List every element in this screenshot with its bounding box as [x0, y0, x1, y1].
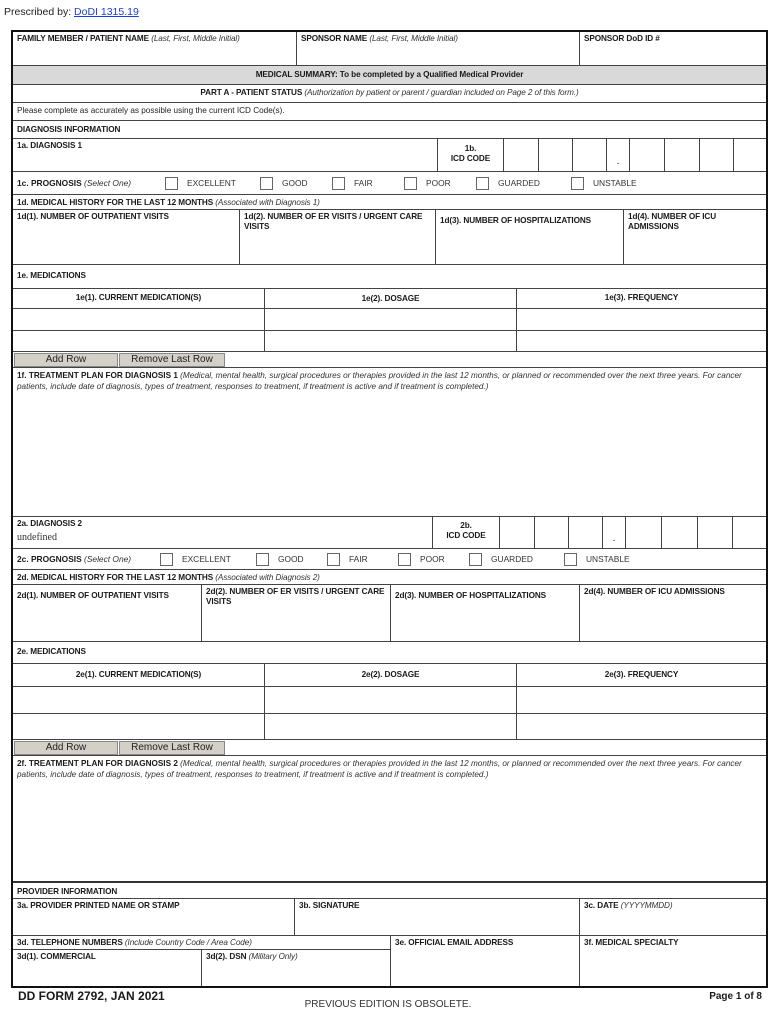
prognosis-1-hint: (Select One): [84, 178, 132, 188]
med-2-row-1-medication[interactable]: [13, 687, 265, 714]
checkbox-icon[interactable]: [260, 177, 273, 190]
checkbox-icon[interactable]: [398, 553, 411, 566]
icd-1-label-top: 1b.: [464, 144, 477, 153]
diagnosis-1-value: [13, 153, 437, 155]
icd-2-dot: [602, 517, 625, 548]
part-a-title: PART A - PATIENT STATUS: [200, 88, 303, 97]
checkbox-icon[interactable]: [256, 553, 269, 566]
patient-name-label: FAMILY MEMBER / PATIENT NAME: [17, 34, 149, 43]
icd-1-char-6[interactable]: [699, 139, 732, 171]
med-2-row-2-dosage[interactable]: [265, 714, 517, 740]
icd-1-label-bottom: ICD CODE: [450, 154, 491, 163]
med-1-row-1-frequency[interactable]: [517, 309, 766, 331]
icd-2-char-6[interactable]: [697, 517, 731, 548]
telephone-hint: (Include Country Code / Area Code): [124, 938, 252, 947]
prognosis-1-good[interactable]: [260, 177, 332, 190]
email-field[interactable]: [391, 936, 580, 986]
prognosis-2-hint: (Select One): [84, 554, 132, 564]
checkbox-icon[interactable]: [476, 177, 489, 190]
prognosis-1-fair[interactable]: [332, 177, 404, 190]
date-label: 3c. DATE: [584, 901, 619, 910]
provider-info-label: PROVIDER INFORMATION: [17, 887, 118, 896]
provider-name-label: 3a. PROVIDER PRINTED NAME OR STAMP: [17, 901, 180, 910]
med-1-col-medication: [13, 289, 265, 309]
part-a-hint: (Authorization by patient or parent / guardian included on Page 2 of this form.): [304, 88, 579, 97]
checkbox-icon[interactable]: [564, 553, 577, 566]
treatment-plan-1-label: 1f. TREATMENT PLAN FOR DIAGNOSIS 1: [17, 371, 178, 380]
checkbox-icon[interactable]: [160, 553, 173, 566]
signature-label: 3b. SIGNATURE: [299, 901, 360, 910]
icd-1-dot: [606, 139, 629, 171]
medical-summary-title: MEDICAL SUMMARY: To be completed by a Qualified Medical Provider: [255, 70, 524, 79]
icd-2-char-4[interactable]: [625, 517, 660, 548]
checkbox-icon[interactable]: [571, 177, 584, 190]
prognosis-1-label: 1c. PROGNOSIS: [17, 178, 82, 188]
patient-name-hint: (Last, First, Middle Initial): [151, 34, 240, 43]
med-2-col-label: 2e(3). FREQUENCY: [604, 670, 679, 679]
option-label: GUARDED: [491, 554, 533, 564]
med-1-row-2-dosage[interactable]: [265, 331, 517, 352]
sponsor-id-field[interactable]: [580, 32, 766, 66]
remove-last-row-1-button[interactable]: Remove Last Row: [119, 353, 225, 367]
diagnosis-info-label: DIAGNOSIS INFORMATION: [17, 125, 121, 134]
dsn-label: 3d(2). DSN: [206, 952, 247, 961]
diagnosis-info-header: [13, 121, 766, 139]
checkbox-icon[interactable]: [469, 553, 482, 566]
prognosis-2-poor[interactable]: [398, 553, 469, 566]
er-visits-1[interactable]: [240, 210, 436, 265]
icd-1-char-2[interactable]: [538, 139, 571, 171]
med-1-col-label: 1e(3). FREQUENCY: [604, 293, 679, 302]
provider-name-field[interactable]: [13, 899, 295, 936]
med-1-row-2-medication[interactable]: [13, 331, 265, 352]
prognosis-1-guarded[interactable]: [476, 177, 571, 190]
treatment-plan-1-hint: (Medical, mental health, surgical procedures or therapies provided in the last 12 months, or planned or recommended over the next three years. For cancer patients, include date of diagnosis, types of treatment, responses to treatment, if treatment is active and if treatment is completed.): [17, 371, 742, 391]
med-1-col-frequency: [517, 289, 766, 309]
option-label: GUARDED: [498, 178, 540, 188]
med-1-row-1-dosage[interactable]: [265, 309, 517, 331]
option-label: GOOD: [278, 554, 304, 564]
med-2-row-2-frequency[interactable]: [517, 714, 766, 740]
prognosis-2-label: 2c. PROGNOSIS: [17, 554, 82, 564]
option-label: EXCELLENT: [187, 178, 236, 188]
commercial-label: 3d(1). COMMERCIAL: [17, 952, 96, 961]
icd-2-char-7[interactable]: [732, 517, 766, 548]
medical-specialty-field[interactable]: [580, 936, 766, 986]
med-1-row-1-medication[interactable]: [13, 309, 265, 331]
med-1-col-label: 1e(1). CURRENT MEDICATION(S): [75, 293, 202, 302]
icd-1-char-3[interactable]: [572, 139, 605, 171]
diagnosis-1-field[interactable]: [13, 139, 438, 172]
history-2-hint: (Associated with Diagnosis 2): [215, 573, 320, 582]
dsn-phone-field[interactable]: [202, 950, 391, 986]
option-label: EXCELLENT: [182, 554, 231, 564]
icd-1-char-4[interactable]: [629, 139, 663, 171]
medications-1-label: 1e. MEDICATIONS: [17, 271, 86, 280]
icd-2-label-top: 2b.: [460, 521, 472, 530]
history-1-header: [13, 195, 766, 210]
med-2-col-frequency: [517, 664, 766, 687]
option-label: POOR: [420, 554, 445, 564]
date-hint: (YYYYMMDD): [620, 901, 673, 910]
icd-code-1-boxes: [504, 139, 766, 172]
provider-info-header: [13, 883, 766, 899]
icd-2-char-3[interactable]: [568, 517, 601, 548]
sponsor-name-hint: (Last, First, Middle Initial): [369, 34, 458, 43]
instruction-text: Please complete as accurately as possible using the current ICD Code(s).: [17, 106, 285, 115]
medications-2-header: [13, 642, 766, 664]
med-2-col-dosage: [265, 664, 517, 687]
prognosis-1-row: [13, 172, 766, 195]
checkbox-icon[interactable]: [327, 553, 340, 566]
outpatient-visits-2[interactable]: [13, 585, 202, 642]
checkbox-icon[interactable]: [165, 177, 178, 190]
history-2-col-label: 2d(3). NUMBER OF HOSPITALIZATIONS: [395, 591, 547, 600]
prognosis-2-guarded[interactable]: [469, 553, 564, 566]
prognosis-2-unstable[interactable]: [564, 553, 630, 566]
sponsor-name-field[interactable]: [297, 32, 580, 66]
telephone-label: 3d. TELEPHONE NUMBERS: [17, 938, 123, 947]
med-2-row-2-medication[interactable]: [13, 714, 265, 740]
add-row-2-button[interactable]: Add Row: [14, 741, 118, 755]
diagnosis-2-label: 2a. DIAGNOSIS 2: [17, 519, 82, 528]
option-label: GOOD: [282, 178, 308, 188]
medications-1-header: [13, 265, 766, 289]
icd-1-char-5[interactable]: [664, 139, 698, 171]
med-2-row-1-frequency[interactable]: [517, 687, 766, 714]
signature-field[interactable]: [295, 899, 580, 936]
option-label: POOR: [426, 178, 451, 188]
med-2-col-label: 2e(1). CURRENT MEDICATION(S): [75, 670, 202, 679]
prognosis-1-poor[interactable]: [404, 177, 476, 190]
checkbox-icon[interactable]: [332, 177, 345, 190]
checkbox-icon[interactable]: [404, 177, 417, 190]
med-1-col-dosage: [265, 289, 517, 309]
form-id: DD FORM 2792, JAN 2021: [18, 989, 165, 1003]
treatment-plan-2-field[interactable]: [13, 755, 766, 883]
med-2-col-medication: [13, 664, 265, 687]
icu-admissions-1[interactable]: [624, 210, 766, 265]
treatment-plan-1-field[interactable]: [13, 367, 766, 517]
part-a-header: [13, 85, 766, 103]
medical-summary-banner: [13, 66, 766, 85]
dodi-link[interactable]: DoDI 1315.19: [74, 6, 139, 18]
history-1-label: 1d. MEDICAL HISTORY FOR THE LAST 12 MONTHS: [17, 198, 214, 207]
history-1-col-label: 1d(3). NUMBER OF HOSPITALIZATIONS: [440, 216, 592, 225]
outpatient-visits-1[interactable]: [13, 210, 240, 265]
history-2-header: [13, 570, 766, 585]
er-visits-2[interactable]: [202, 585, 391, 642]
hospitalizations-1[interactable]: [436, 210, 624, 265]
med-1-row-2-frequency[interactable]: [517, 331, 766, 352]
history-1-hint: (Associated with Diagnosis 1): [215, 198, 320, 207]
hospitalizations-2[interactable]: [391, 585, 580, 642]
form-body: [11, 30, 768, 988]
treatment-plan-2-label: 2f. TREATMENT PLAN FOR DIAGNOSIS 2: [17, 759, 178, 768]
icd-1-char-7[interactable]: [733, 139, 766, 171]
option-label: UNSTABLE: [586, 554, 630, 564]
option-label: FAIR: [349, 554, 368, 564]
remove-last-row-2-button[interactable]: Remove Last Row: [119, 741, 225, 755]
history-2-label: 2d. MEDICAL HISTORY FOR THE LAST 12 MONTHS: [17, 573, 214, 582]
option-label: UNSTABLE: [593, 178, 637, 188]
patient-name-field[interactable]: [13, 32, 297, 66]
diagnosis-2-field[interactable]: [13, 517, 433, 549]
history-2-col-label: 2d(2). NUMBER OF ER VISITS / URGENT CARE VISITS: [206, 587, 385, 606]
prescribed-label: Prescribed by:: [4, 6, 75, 18]
history-2-col-label: 2d(4). NUMBER OF ICU ADMISSIONS: [584, 587, 725, 596]
icu-admissions-2[interactable]: [580, 585, 766, 642]
icd-code-2-label-cell: [433, 517, 500, 549]
date-field[interactable]: [580, 899, 766, 936]
treatment-plan-2-hint: (Medical, mental health, surgical procedures or therapies provided in the last 12 months, or planned or recommended over the next three years. For cancer patients, include date of diagnosis, types of treatment, responses to treatment, if treatment is active and if treatment is completed.): [17, 759, 742, 779]
med-1-col-label: 1e(2). DOSAGE: [361, 294, 420, 303]
history-1-col-label: 1d(1). NUMBER OF OUTPATIENT VISITS: [17, 212, 169, 221]
add-row-1-button[interactable]: Add Row: [14, 353, 118, 367]
med-2-row-1-dosage[interactable]: [265, 687, 517, 714]
icd-2-dot-mark: .: [612, 533, 616, 544]
history-2-col-label: 2d(1). NUMBER OF OUTPATIENT VISITS: [17, 591, 169, 600]
medications-2-label: 2e. MEDICATIONS: [17, 647, 86, 656]
icd-2-label-bottom: ICD CODE: [446, 531, 486, 540]
sponsor-name-label: SPONSOR NAME: [301, 34, 368, 43]
prognosis-2-good[interactable]: [256, 553, 327, 566]
diagnosis-2-value: undefined: [17, 532, 57, 543]
commercial-phone-field[interactable]: [13, 950, 202, 986]
icd-2-char-5[interactable]: [661, 517, 696, 548]
prognosis-2-row: [13, 549, 766, 570]
prescribed-by: [4, 6, 139, 18]
med-2-col-label: 2e(2). DOSAGE: [361, 670, 420, 679]
prognosis-2-excellent[interactable]: [160, 553, 256, 566]
sponsor-id-label: SPONSOR DoD ID #: [584, 34, 660, 43]
obsolete-notice: PREVIOUS EDITION IS OBSOLETE.: [304, 999, 472, 1010]
icd-1-char-1[interactable]: [504, 139, 537, 171]
medical-specialty-label: 3f. MEDICAL SPECIALTY: [584, 938, 679, 947]
prognosis-2-fair[interactable]: [327, 553, 398, 566]
icd-code-2-boxes: [500, 517, 766, 549]
page-number: Page 1 of 8: [709, 991, 762, 1002]
icd-1-dot-mark: .: [616, 156, 620, 167]
email-label: 3e. OFFICIAL EMAIL ADDRESS: [395, 938, 514, 947]
telephone-header: [13, 936, 391, 950]
icd-code-1-label-cell: [438, 139, 504, 172]
option-label: FAIR: [354, 178, 373, 188]
icd-2-char-1[interactable]: [500, 517, 533, 548]
prognosis-1-excellent[interactable]: [165, 177, 260, 190]
history-1-col-label: 1d(4). NUMBER OF ICU ADMISSIONS: [628, 212, 717, 231]
history-1-col-label: 1d(2). NUMBER OF ER VISITS / URGENT CARE VISITS: [244, 212, 423, 231]
dsn-hint: (Military Only): [248, 952, 298, 961]
diagnosis-1-label: 1a. DIAGNOSIS 1: [17, 141, 82, 150]
icd-2-char-2[interactable]: [534, 517, 567, 548]
instruction-row: [13, 103, 766, 121]
prognosis-1-unstable[interactable]: [571, 177, 637, 190]
